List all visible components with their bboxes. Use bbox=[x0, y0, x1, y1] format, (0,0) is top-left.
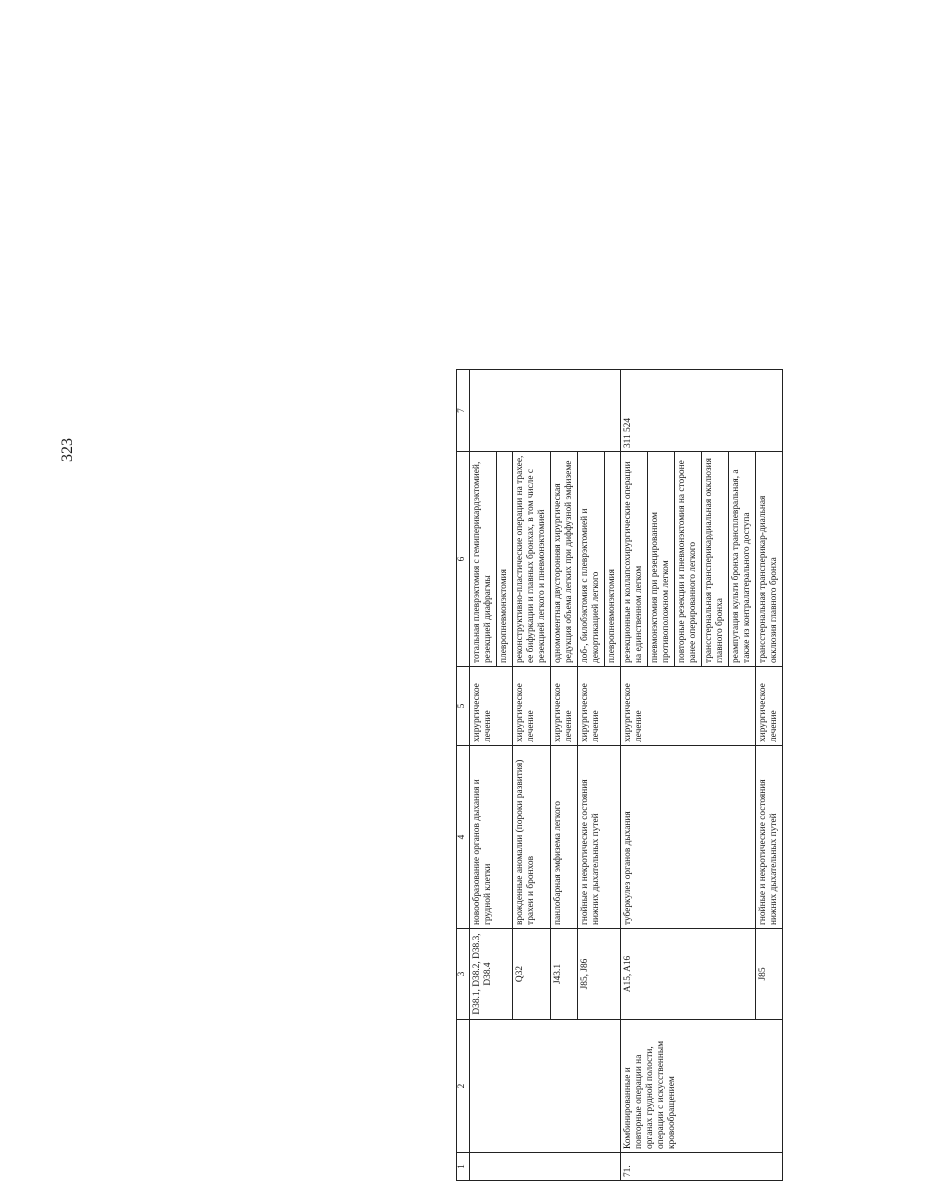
treatment-method: одномоментная двусторонняя хирургическая редукция объема легких при диффузной эмфиземе bbox=[551, 452, 578, 667]
cost-cell: 311 524 bbox=[621, 370, 783, 452]
treatment-method: пневмонэктомия при резецированном противоположном легком bbox=[648, 452, 675, 667]
treatment-method: плевропневмонэктомия bbox=[605, 452, 621, 667]
treatment-type: хирургическое лечение bbox=[756, 667, 783, 746]
header-col-7: 7 bbox=[457, 370, 470, 452]
treatment-method: лоб-, билобэктомия с плеврэктомией и декортикацией легкого bbox=[578, 452, 605, 667]
header-col-4: 4 bbox=[457, 746, 470, 929]
header-col-5: 5 bbox=[457, 667, 470, 746]
patient-model: туберкулез органов дыхания bbox=[621, 746, 756, 929]
treatment-method: резекционные и коллапсохирургические операции на единственном легком bbox=[621, 452, 648, 667]
header-col-6: 6 bbox=[457, 452, 470, 667]
medical-care-table bbox=[456, 369, 783, 1181]
document-table-sheet bbox=[456, 405, 926, 1181]
treatment-method: реампутация культи бронха трансплевральная, а также из контралатерального доступа bbox=[729, 452, 756, 667]
treatment-type: хирургическое лечение bbox=[470, 667, 513, 746]
page-number: 323 bbox=[59, 438, 76, 462]
patient-model: гнойные и некротические состояния нижних дыхательных путей bbox=[578, 746, 621, 929]
icd-code: D38.1, D38.2, D38.3, D38.4 bbox=[470, 929, 513, 1020]
row-number: 71. bbox=[621, 1153, 783, 1181]
care-type-name bbox=[470, 1020, 621, 1153]
treatment-method: плевропневмонэктомия bbox=[497, 452, 513, 667]
header-col-3: 3 bbox=[457, 929, 470, 1020]
icd-code: J85, J86 bbox=[578, 929, 621, 1020]
treatment-method: реконструктивно-пластические операции на трахее, ее бифуркации и главных бронхах, в том числе с резекцией легкого и пневмонэктомией bbox=[513, 452, 551, 667]
treatment-method: повторные резекции и пневмонэктомия на стороне ранее оперированного легкого bbox=[675, 452, 702, 667]
row-number bbox=[470, 1153, 621, 1181]
table-row bbox=[470, 370, 497, 1181]
treatment-type: хирургическое лечение bbox=[621, 667, 756, 746]
treatment-type: хирургическое лечение bbox=[578, 667, 621, 746]
table-row bbox=[621, 370, 648, 1181]
patient-model: панлобарная эмфизема легкого bbox=[551, 746, 578, 929]
icd-code: Q32 bbox=[513, 929, 551, 1020]
patient-model: гнойные и некротические состояния нижних дыхательных путей bbox=[756, 746, 783, 929]
patient-model: новообразование органов дыхания и грудной клетки bbox=[470, 746, 513, 929]
header-col-2: 2 bbox=[457, 1020, 470, 1153]
treatment-method: трансстернальная трансперикар-диальная окклюзия главного бронха bbox=[756, 452, 783, 667]
icd-code: J85 bbox=[756, 929, 783, 1020]
patient-model: врожденные аномалии (пороки развития) трахеи и бронхов bbox=[513, 746, 551, 929]
treatment-method: тотальная плеврэктомия с гемиперикардэктомией, резекцией диафрагмы bbox=[470, 452, 497, 667]
icd-code: J43.1 bbox=[551, 929, 578, 1020]
care-type-name: Комбинированные и повторные операции на органах грудной полости, операции с искусственным кровообращением bbox=[621, 1020, 783, 1153]
treatment-type: хирургическое лечение bbox=[513, 667, 551, 746]
icd-code: A15, A16 bbox=[621, 929, 756, 1020]
treatment-method: трансстернальная трансперикардиальная окклюзия главного бронха bbox=[702, 452, 729, 667]
table-header-row bbox=[457, 370, 470, 1181]
treatment-type: хирургическое лечение bbox=[551, 667, 578, 746]
header-col-1: 1 bbox=[457, 1153, 470, 1181]
cost-cell bbox=[470, 370, 621, 452]
